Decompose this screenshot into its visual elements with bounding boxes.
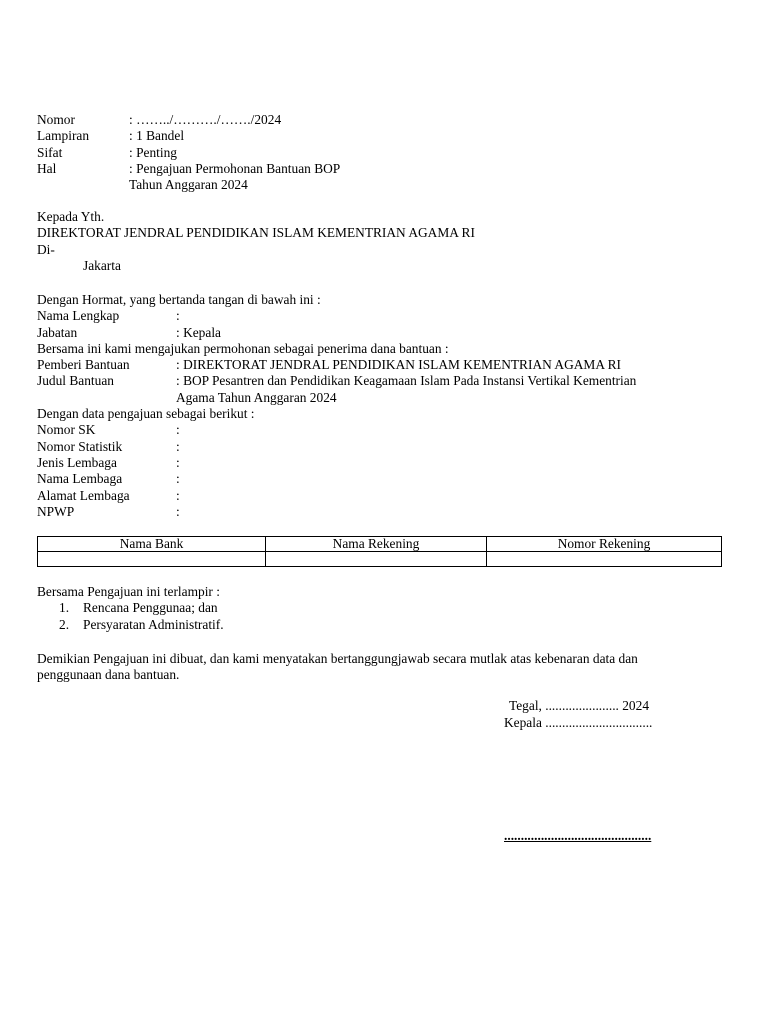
field-label: Judul Bantuan — [37, 373, 114, 389]
intro-line: Bersama ini kami mengajukan permohonan sebagai penerima dana bantuan : — [37, 340, 449, 356]
bank-table-header-row — [38, 537, 722, 552]
closing-line-1: Demikian Pengajuan ini dibuat, dan kami menyatakan bertanggungjawab secara mutlak atas kebenaran data dan — [37, 651, 638, 666]
signer-row-name — [37, 308, 449, 324]
closing-block — [37, 651, 638, 684]
header-value: : Pengajuan Permohonan Bantuan BOP — [129, 160, 341, 176]
attachments-intro: Bersama Pengajuan ini terlampir : — [37, 584, 220, 599]
attachments-list — [37, 600, 224, 633]
field-value: : — [176, 487, 180, 503]
field-label: Alamat Lembaga — [37, 487, 130, 503]
list-item — [37, 616, 224, 633]
list-item-number: 1. — [59, 600, 70, 616]
judul-continuation: Agama Tahun Anggaran 2024 — [176, 389, 337, 405]
data-row — [37, 471, 449, 487]
attachments-block — [37, 584, 224, 633]
bank-table-empty-row — [38, 552, 722, 567]
field-value: : — [176, 308, 180, 324]
signature-name-line: ............................................ — [504, 828, 652, 843]
field-label: Jabatan — [37, 324, 78, 340]
field-label: Nama Lembaga — [37, 471, 123, 487]
bank-table-header: Nama Bank — [38, 537, 266, 552]
recipient-block — [37, 209, 475, 274]
grant-row-giver — [37, 357, 621, 373]
list-item — [37, 600, 220, 616]
field-label: Nama Lengkap — [37, 308, 120, 324]
header-value: : ……../………./……./2024 — [129, 112, 282, 127]
list-item-text: Rencana Penggunaa; dan — [83, 600, 218, 616]
field-value: : DIREKTORAT JENDRAL PENDIDIKAN ISLAM KEMENTRIAN AGAMA RI — [176, 357, 621, 373]
hal-continuation: Tahun Anggaran 2024 — [129, 177, 248, 193]
list-item-number: 2. — [59, 616, 70, 632]
data-row — [37, 422, 449, 438]
signer-row-position — [37, 325, 449, 341]
header-label: Nomor — [37, 112, 75, 127]
header-label: Hal — [37, 160, 57, 176]
header-value: : Penting — [129, 144, 177, 160]
field-value: : — [176, 422, 180, 438]
closing-line-2: penggunaan dana bantuan. — [37, 667, 180, 683]
recipient-greeting: Kepada Yth. — [37, 209, 105, 224]
bank-table-cell — [38, 552, 266, 567]
signer-title: Kepala ................................ — [504, 715, 653, 730]
field-label: Nomor Statistik — [37, 438, 123, 454]
recipient-city: Jakarta — [83, 257, 121, 273]
field-label: Pemberi Bantuan — [37, 357, 130, 373]
field-value: : — [176, 438, 180, 454]
header-label: Lampiran — [37, 128, 90, 144]
data-row — [37, 439, 449, 455]
opening-line: Dengan Hormat, yang bertanda tangan di bawah ini : — [37, 292, 321, 307]
letter-body — [37, 292, 637, 520]
recipient-di: Di- — [37, 241, 55, 257]
field-value: : Kepala — [176, 324, 221, 340]
grant-row-title — [37, 373, 637, 389]
bank-table-header: Nomor Rekening — [487, 537, 722, 552]
place-date: Tegal, ...................... 2024 — [509, 698, 650, 713]
recipient-name: DIREKTORAT JENDRAL PENDIDIKAN ISLAM KEMENTRIAN AGAMA RI — [37, 225, 475, 241]
data-intro-line: Dengan data pengajuan sebagai berikut : — [37, 406, 255, 422]
field-label: Jenis Lembaga — [37, 454, 117, 470]
header-label: Sifat — [37, 144, 63, 160]
bank-table — [37, 536, 722, 567]
list-item-text: Persyaratan Administratif. — [83, 616, 224, 632]
data-row — [37, 504, 449, 520]
bank-table-cell — [487, 552, 722, 567]
bank-table-header: Nama Rekening — [266, 537, 487, 552]
field-label: NPWP — [37, 503, 75, 519]
bank-table-cell — [266, 552, 487, 567]
header-value: : 1 Bandel — [129, 128, 185, 144]
data-row — [37, 488, 449, 504]
grant-row-title-cont — [37, 390, 449, 406]
field-value: : BOP Pesantren dan Pendidikan Keagamaan Islam Pada Instansi Vertikal Kementrian — [176, 373, 637, 389]
field-value: : — [176, 454, 180, 470]
field-label: Nomor SK — [37, 422, 96, 438]
field-value: : — [176, 471, 180, 487]
data-row — [37, 455, 449, 471]
field-value: : — [176, 503, 180, 519]
